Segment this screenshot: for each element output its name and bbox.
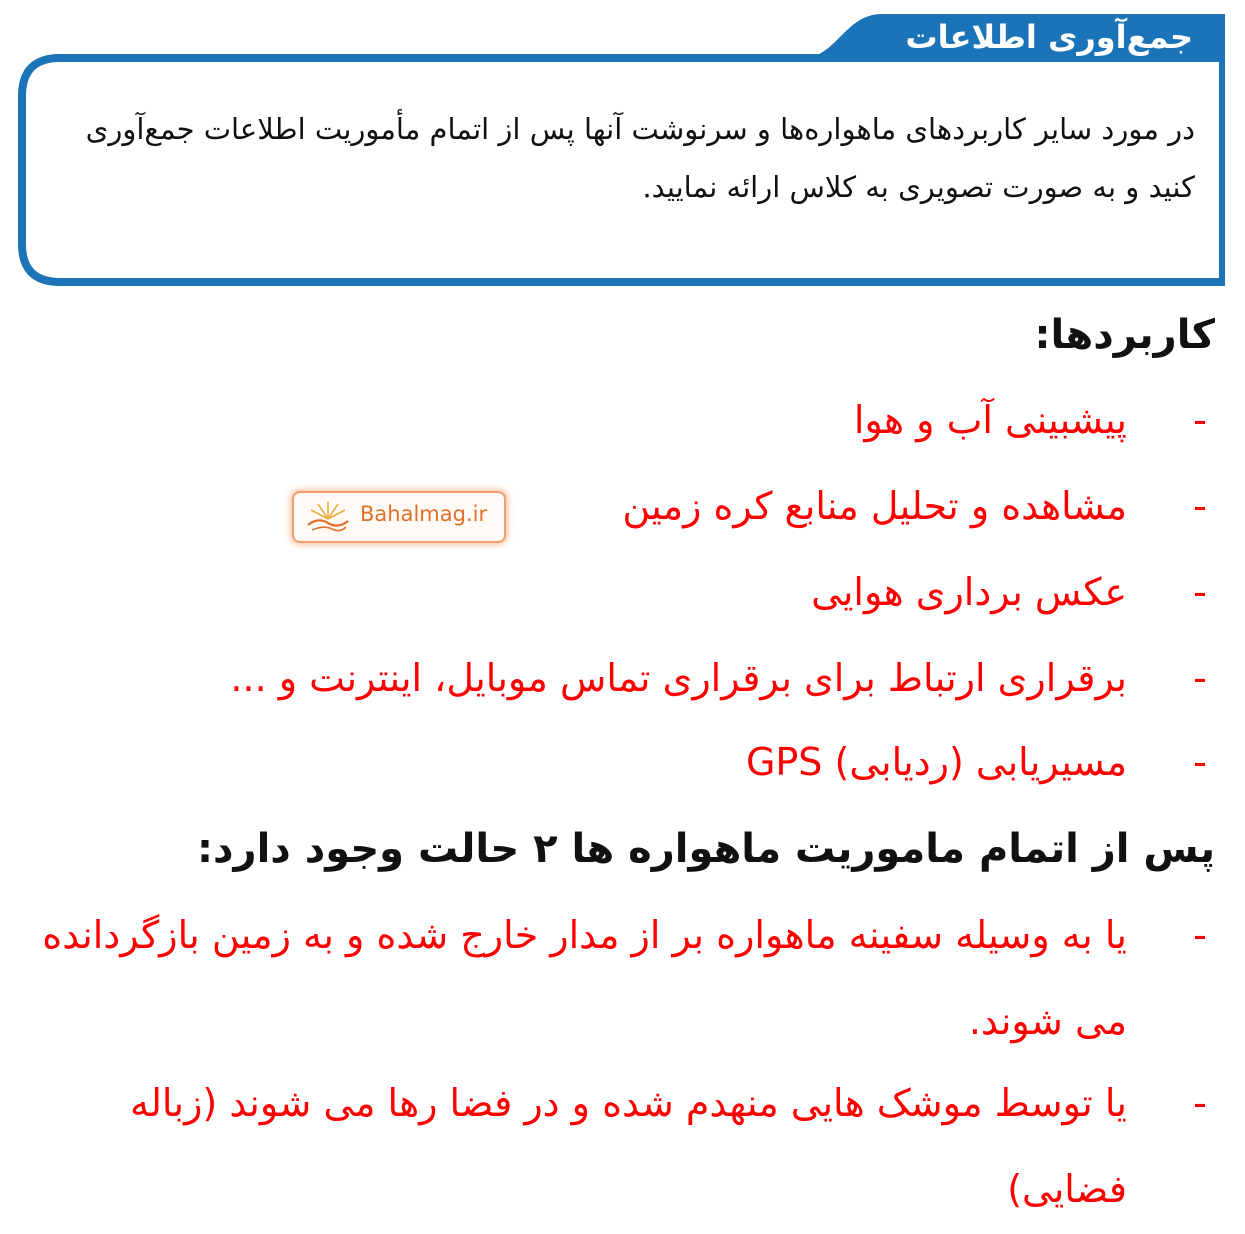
box-instruction-text: در مورد سایر کاربردهای ماهواره‌ها و سرنوشت آنها پس از اتمام مأموریت اطلاعات جمع‌آوری کنید و به صورت تصویری به کلاس ارائه نمایید. xyxy=(85,112,1195,204)
sun-logo-icon xyxy=(302,499,354,535)
watermark-text: Bahalmag.ir xyxy=(360,502,488,526)
application-item xyxy=(35,398,1215,442)
application-item-text: مشاهده و تحلیل منابع کره زمین xyxy=(622,484,1127,528)
application-item xyxy=(35,570,1215,614)
bullet-dash: - xyxy=(1193,1081,1207,1125)
box-title: جمع‌آوری اطلاعات xyxy=(905,18,1193,56)
application-item-text: برقراری ارتباط برای برقراری تماس موبایل، اینترنت و ... xyxy=(230,656,1127,700)
application-item xyxy=(35,656,1215,700)
bullet-dash: - xyxy=(1193,570,1207,614)
bullet-dash: - xyxy=(1193,398,1207,442)
bullet-dash: - xyxy=(1193,740,1207,784)
outcome-item xyxy=(35,1060,1215,1232)
application-item-text: پیشبینی آب و هوا xyxy=(853,398,1127,442)
outcome-item xyxy=(35,892,1215,1064)
outcome-item-text: یا به وسیله سفینه ماهواره بر از مدار خارج شده و به زمین بازگردانده می شوند. xyxy=(42,913,1127,1043)
outcome-item-text: یا توسط موشک هایی منهدم شده و در فضا رها می شوند (زباله فضایی) xyxy=(129,1081,1127,1211)
bullet-dash: - xyxy=(1193,484,1207,528)
bullet-dash: - xyxy=(1193,656,1207,700)
applications-heading: کاربردها: xyxy=(1034,312,1215,358)
watermark-badge xyxy=(292,491,506,543)
application-item-text: عکس برداری هوایی xyxy=(811,570,1127,614)
outcomes-heading: پس از اتمام ماموریت ماهواره ها ۲ حالت وجود دارد: xyxy=(197,826,1215,872)
bullet-dash: - xyxy=(1193,913,1207,957)
application-item-text: مسیریابی (ردیابی) GPS xyxy=(745,740,1127,784)
application-item xyxy=(35,740,1215,784)
application-item xyxy=(35,484,1215,528)
